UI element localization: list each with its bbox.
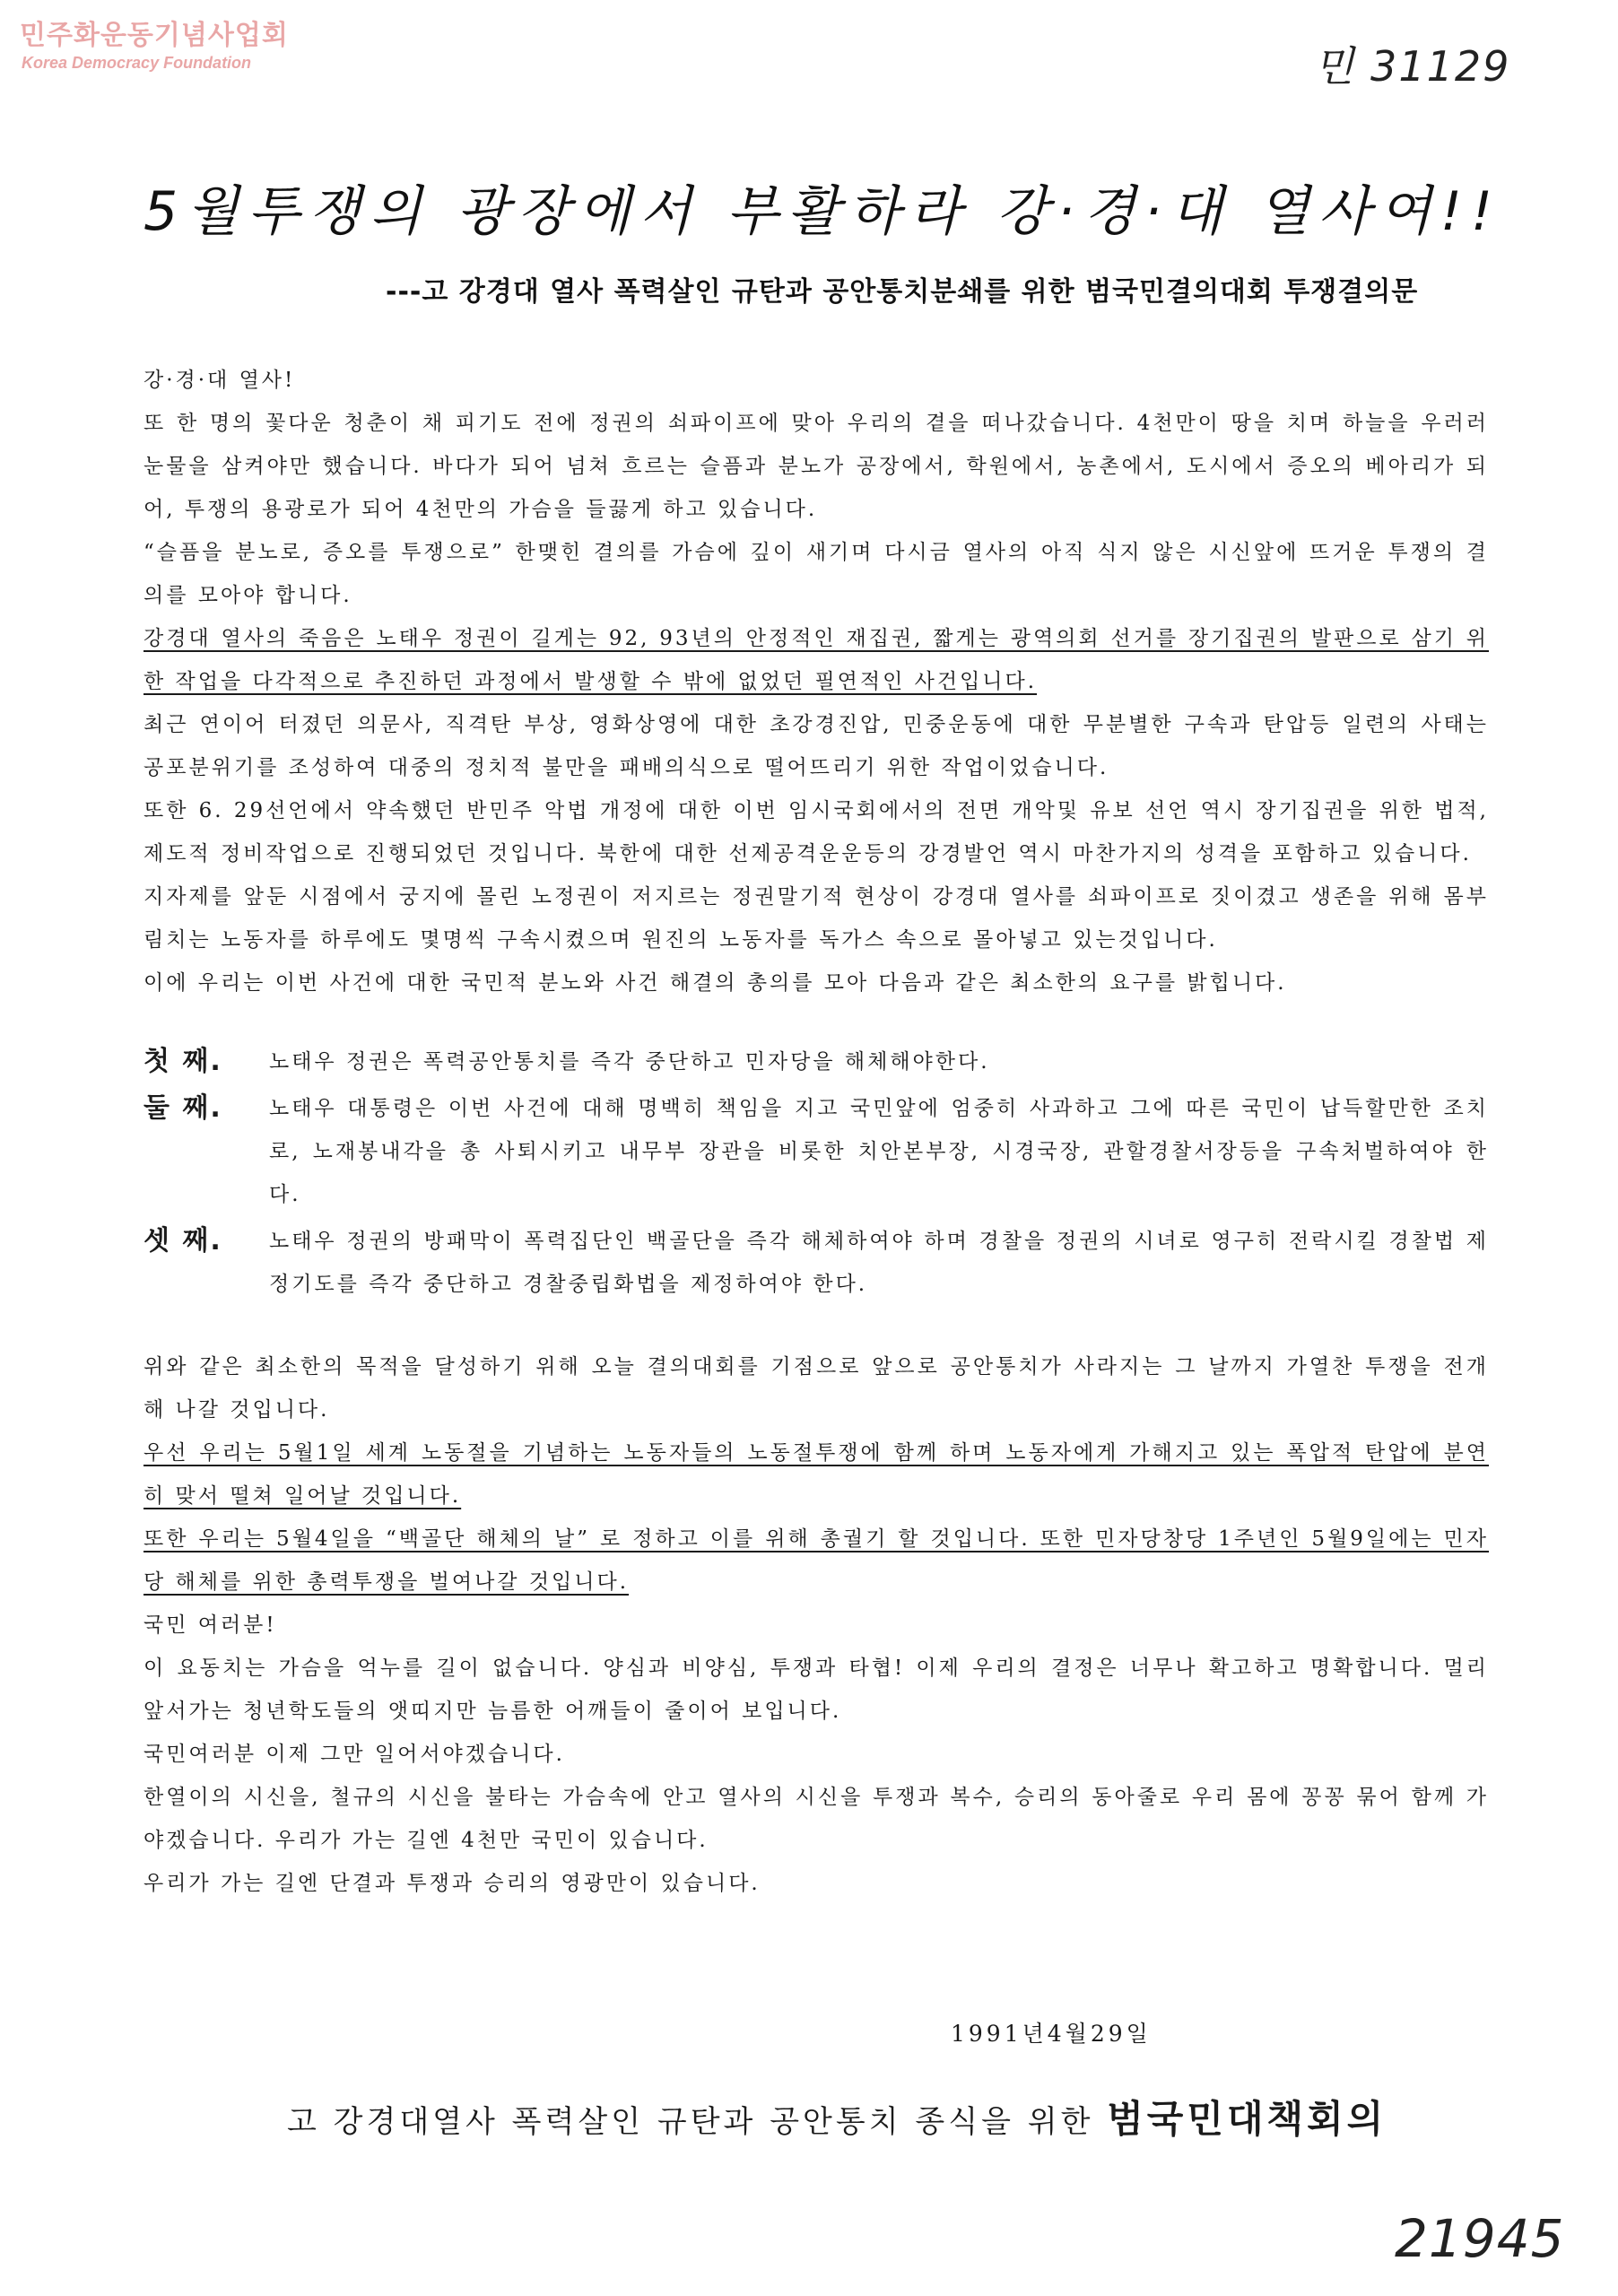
- paragraph: 국민 여러분!: [144, 1613, 277, 1637]
- paragraph: 또한 6. 29선언에서 약속했던 반민주 악법 개정에 대한 이번 임시국회에서의 전면 개악및 유보 선언 역시 장기집권을 위한 법적, 제도적 정비작업으로 진행되었던 것입니다. 북한에 대한 선제공격운운등의 강경발언 역시 마찬가지의 성격을 포함하고 있습니다.: [144, 799, 1489, 865]
- paragraph: 이에 우리는 이번 사건에 대한 국민적 분노와 사건 해결의 총의를 모아 다음과 같은 최소한의 요구를 밝힙니다.: [144, 971, 1287, 995]
- demand-item: [144, 1087, 1489, 1216]
- paragraph: 지자제를 앞둔 시점에서 궁지에 몰린 노정권이 저지르는 정권말기적 현상이 강경대 열사를 쇠파이프로 짓이겼고 생존을 위해 몸부림치는 노동자를 하루에도 몇명씩 구속시켰으며 원진의 노동자를 독가스 속으로 몰아넣고 있는것입니다.: [144, 885, 1489, 952]
- paragraph: 우리가 가는 길엔 단결과 투쟁과 승리의 영광만이 있습니다.: [144, 1872, 761, 1895]
- paragraph-underlined: 강경대 열사의 죽음은 노태우 정권이 길게는 92, 93년의 안정적인 재집권, 짧게는 광역의회 선거를 장기집권의 발판으로 삼기 위한 작업을 다각적으로 추진하던 과정에서 발생할 수 밖에 없었던 필연적인 사건입니다.: [144, 627, 1489, 693]
- document-title: 5월투쟁의 광장에서 부활하라 강·경·대 열사여!!: [144, 180, 1501, 243]
- signature-organization: 범국민대책회의: [1107, 2097, 1387, 2141]
- demand-text: 노태우 정권은 폭력공안통치를 즉각 중단하고 민자당을 해체해야한다.: [269, 1050, 990, 1074]
- paragraph: 위와 같은 최소한의 목적을 달성하기 위해 오늘 결의대회를 기점으로 앞으로 공안통치가 사라지는 그 날까지 가열찬 투쟁을 전개해 나갈 것입니다.: [144, 1355, 1489, 1422]
- paragraph: 한열이의 시신을, 철규의 시신을 불타는 가슴속에 안고 열사의 시신을 투쟁과 복수, 승리의 동아줄로 우리 몸에 꽁꽁 묶어 함께 가야겠습니다. 우리가 가는 길엔 4천만 국민이 있습니다.: [144, 1786, 1489, 1852]
- demand-text: 노태우 대통령은 이번 사건에 대해 명백히 책임을 지고 국민앞에 엄중히 사과하고 그에 따른 국민이 납득할만한 조치로, 노재봉내각을 총 사퇴시키고 내무부 장관을 비롯한 치안본부장, 시경국장, 관할경찰서장등을 구속처벌하여야 한다.: [269, 1097, 1489, 1206]
- paragraph: 또 한 명의 꽃다운 청춘이 채 피기도 전에 정권의 쇠파이프에 맞아 우리의 곁을 떠나갔습니다. 4천만이 땅을 치며 하늘을 우러러 눈물을 삼켜야만 했습니다. 바다가 되어 넘쳐 흐르는 슬픔과 분노가 공장에서, 학원에서, 농촌에서, 도시에서 증오의 베아리가 되어, 투쟁의 용광로가 되어 4천만의 가슴을 들끓게 하고 있습니다.: [144, 412, 1489, 521]
- document-subtitle: ---고 강경대 열사 폭력살인 규탄과 공안통치분쇄를 위한 범국민결의대회 투쟁결의문: [386, 276, 1419, 308]
- paragraph: 국민여러분 이제 그만 일어서야겠습니다.: [144, 1743, 565, 1766]
- watermark-english: Korea Democracy Foundation: [22, 54, 252, 72]
- signature: [287, 2090, 1387, 2144]
- paragraph: 최근 연이어 터졌던 의문사, 직격탄 부상, 영화상영에 대한 초강경진압, 민중운동에 대한 무분별한 구속과 탄압등 일련의 사태는 공포분위기를 조성하여 대중의 정치적 불만을 패배의식으로 떨어뜨리기 위한 작업이었습니다.: [144, 713, 1489, 779]
- document-body: [144, 359, 1489, 1905]
- document-date: 1991년4월29일: [951, 2021, 1152, 2047]
- watermark-korean: 민주화운동기념사업회: [20, 20, 289, 51]
- salutation: 강·경·대 열사!: [144, 369, 296, 392]
- demand-text: 노태우 정권의 방패막이 폭력집단인 백골단을 즉각 해체하여야 하며 경찰을 정권의 시녀로 영구히 전락시킬 경찰법 제정기도를 즉각 중단하고 경찰중립화법을 제정하여야 한다.: [269, 1230, 1489, 1296]
- demand-label: 첫 째.: [144, 1046, 222, 1077]
- demand-label: 둘 째.: [144, 1092, 222, 1124]
- demand-item: [144, 1040, 1489, 1083]
- paragraph: “슬픔을 분노로, 증오를 투쟁으로” 한맺힌 결의를 가슴에 깊이 새기며 다시금 열사의 아직 식지 않은 시신앞에 뜨거운 투쟁의 결의를 모아야 합니다.: [144, 541, 1489, 607]
- paragraph-underlined: 또한 우리는 5월4일을 “백골단 해체의 날” 로 정하고 이를 위해 총궐기 할 것입니다. 또한 민자당창당 1주년인 5월9일에는 민자당 해체를 위한 총력투쟁을 벌여나갈 것입니다.: [144, 1527, 1489, 1594]
- demand-label: 셋 째.: [144, 1225, 222, 1257]
- spacer: [144, 1004, 1489, 1040]
- demand-list: [144, 1040, 1489, 1306]
- signature-prefix: 고 강경대열사 폭력살인 규탄과 공안통치 종식을 위한: [287, 2104, 1094, 2140]
- page-number: 21945: [1395, 2208, 1565, 2269]
- spacer: [144, 1309, 1489, 1345]
- archive-number: 민 31129: [1314, 42, 1511, 91]
- paragraph: 이 요동치는 가슴을 억누를 길이 없습니다. 양심과 비양심, 투쟁과 타협! 이제 우리의 결정은 너무나 확고하고 명확합니다. 멀리 앞서가는 청년학도들의 앳띠지만 늠름한 어깨들이 줄이어 보입니다.: [144, 1657, 1489, 1723]
- demand-item: [144, 1220, 1489, 1306]
- paragraph-underlined: 우선 우리는 5월1일 세계 노동절을 기념하는 노동자들의 노동절투쟁에 함께 하며 노동자에게 가해지고 있는 폭압적 탄압에 분연히 맞서 떨쳐 일어날 것입니다.: [144, 1441, 1489, 1508]
